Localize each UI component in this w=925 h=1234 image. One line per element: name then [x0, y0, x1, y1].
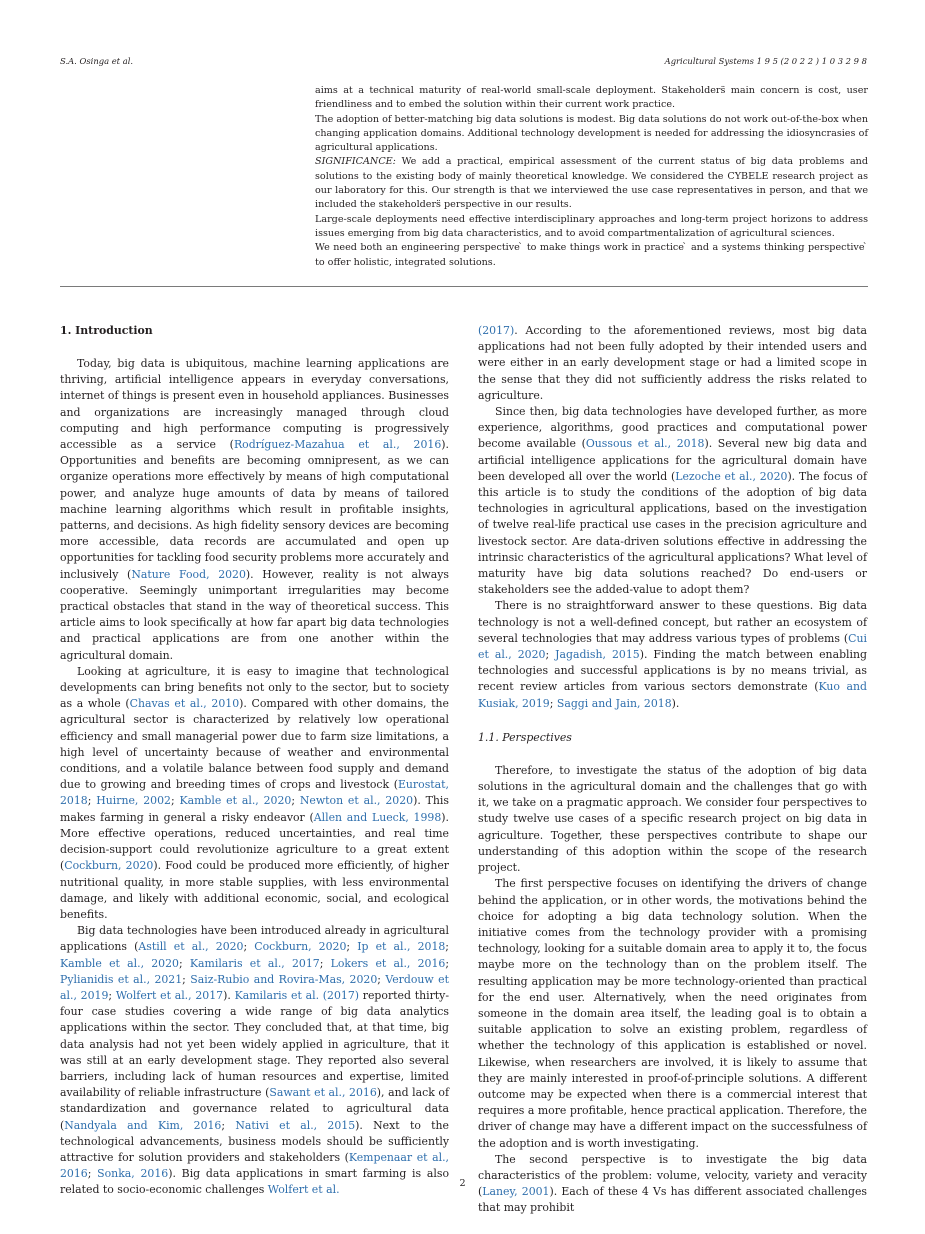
section-divider	[60, 286, 868, 287]
citation-link[interactable]: Cockburn, 2020	[254, 940, 347, 954]
citation-link[interactable]: Saggi and Jain, 2018	[556, 696, 672, 710]
citation-link[interactable]: Wolfert et al.	[267, 1183, 340, 1197]
citation-link[interactable]: Wolfert et al., 2017	[115, 988, 224, 1002]
citation-link[interactable]: Lezoche et al., 2020	[675, 469, 788, 483]
perspectives-paragraph-1: Therefore, to investigate the status of the adoption of big data solutions in the agricultural domain and the challenges that go with it, we take on a pragmatic approach. We consider four perspectives to study twelve use cases of a specific research project on big data in agriculture. Together, these perspectives contribute to shape our understanding of this adoption within the scope of the research project.	[478, 763, 867, 875]
citation-link[interactable]: Pylianidis et al., 2021	[60, 972, 183, 986]
intro-paragraph-2: Looking at agriculture, it is easy to imagine that technological developments can bring benefits not only to the sector, but to society as a whole (Chavas et al., 2010). Compared with other domains, the agricultural sector is characterized by relatively low operational efficiency and small managerial power due to farm size limitations, a high level of uncertainty because of weather and environmental conditions, and a volatile balance between food supply and demand due to growing and breeding times of crops and livestock (Eurostat, 2018; Huirne, 2002; Kamble et al., 2020; Newton et al., 2020). This makes farming in general a risky endeavor (Allen and Lueck, 1998). More effective operations, reduced uncertainties, and real time decision-support could revolutionize agriculture to a great extent (Cockburn, 2020). Food could be produced more efficiently, of higher nutritional quality, in more stable supplies, with less environmental damage, and likely with additional economic, social, and ecological benefits.	[60, 664, 450, 921]
citation-link[interactable]: Allen and Lueck, 1998	[313, 810, 442, 824]
citation-link[interactable]: Cui et al., 2020	[478, 631, 867, 662]
citation-link[interactable]: Nature Food, 2020	[131, 567, 246, 581]
citation-link[interactable]: Huirne, 2002	[96, 794, 171, 808]
citation-link[interactable]: Laney, 2001	[482, 1185, 550, 1199]
citation-link[interactable]: Kempenaar et al., 2016	[60, 1150, 449, 1181]
citation-link[interactable]: Sawant et al., 2016	[269, 1086, 377, 1100]
perspectives-paragraph-3: The second perspective is to investigate the big data characteristics of the problem: volume, velocity, variety and veracity (Laney, 2001). Each of these 4 Vs has different associated challenges that may prohibit	[478, 1152, 867, 1215]
intro-paragraph-4: Since then, big data technologies have developed further, as more experience, algorithms, good practices and computational power become available (Oussous et al., 2018). Several new big data and artificial intelligence applications for the agricultural domain have been developed all over the world (Lezoche et al., 2020). The focus of this article is to study the conditions of the adoption of big data technologies in agricultural applications, based on the investigation of twelve real-life practical use cases in the precision agriculture and livestock sector. Are data-driven solutions effective in addressing the intrinsic characteristics of the agricultural applications? What level of maturity have big data solutions reached? Do end-users or stakeholders see the added-value to adopt them?	[478, 405, 867, 597]
citation-link[interactable]: Newton et al., 2020	[299, 794, 414, 808]
running-header-journal: Agricultural Systems 1 9 5 (2 0 2 2 ) 1 0 3 2 9 8	[664, 56, 867, 66]
significance-label: SIGNIFICANCE:	[315, 156, 396, 168]
abstract-paragraph: Large-scale deployments need effective interdisciplinary approaches and long-term project horizons to address issues emerging from big data characteristics, and to avoid compartmentalization of agricultural sciences.	[315, 213, 868, 239]
abstract-paragraph: We need both an engineering perspective ̀ to make things work in practice ̀ and a systems thinking perspective ̀ to offer holistic, integrated solutions.	[315, 242, 868, 268]
citation-link[interactable]: Sonka, 2016	[97, 1167, 169, 1181]
citation-link[interactable]: Kamble et al., 2020	[60, 956, 179, 970]
citation-link[interactable]: Oussous et al., 2018	[585, 437, 705, 451]
intro-paragraph-5: There is no straightforward answer to these questions. Big data technology is not a well-defined concept, but rather an ecosystem of several technologies that may address various types of problems (Cui et al., 2020; Jagadish, 2015). Finding the match between enabling technologies and successful applications is by no means trivial, as recent review articles from various sectors demonstrate (Kuo and Kusiak, 2019; Saggi and Jain, 2018).	[478, 599, 867, 710]
citation-link[interactable]: Verdouw et al., 2019	[60, 972, 449, 1002]
subsection-heading-perspectives: 1.1. Perspectives	[478, 730, 572, 744]
citation-link[interactable]: Jagadish, 2015	[555, 648, 640, 662]
abstract-significance	[315, 155, 868, 212]
citation-link[interactable]: Cockburn, 2020	[64, 859, 154, 873]
citation-link[interactable]: Eurostat, 2018	[60, 778, 449, 808]
citation-link[interactable]: Saiz-Rubio and Rovira-Mas, 2020	[190, 972, 378, 986]
intro-paragraph-1: Today, big data is ubiquitous, machine learning applications are thriving, artificial intelligence appears in everyday conversations, internet of things is present even in household appliances. Businesses and organizations are increasingly managed through cloud computing and high performance computing is progressively accessible as a service (Rodríguez-Mazahua et al., 2016). Opportunities and benefits are becoming omnipresent, as we can organize operations more effectively by means of high computational power, and analyze huge amounts of data by means of tailored machine learning algorithms which result in profitable insights, patterns, and decisions. As high fidelity sensory devices are becoming more accessible, data records are accumulated and open up opportunities for tackling food security problems more accurately and inclusively (Nature Food, 2020). However, reality is not always cooperative. Seemingly unimportant irregularities may become practical obstacles that stand in the way of theoretical success. This article aims to look specifically at how far apart big data technologies and practical applications are from one another within the agricultural domain.	[60, 357, 449, 662]
right-column	[478, 323, 867, 1217]
citation-link[interactable]: Chavas et al., 2010	[129, 697, 240, 711]
citation-link[interactable]: Kamilaris et al., 2017	[189, 956, 320, 970]
citation-link[interactable]: Ip et al., 2018	[357, 940, 446, 954]
abstract-paragraph: The adoption of better-matching big data solutions is modest. Big data solutions do not work out-of-the-box when changing application domains. Additional technology development is needed for addressing the idiosyncrasies of agricultural applications.	[315, 113, 868, 154]
abstract-continuation	[315, 84, 868, 270]
running-header-authors: S.A. Osinga et al.	[60, 56, 134, 66]
citation-link[interactable]: (2017)	[478, 324, 515, 337]
citation-link[interactable]: Lokers et al., 2016	[330, 956, 446, 970]
citation-link[interactable]: Rodríguez-Mazahua et al., 2016	[233, 438, 442, 452]
citation-link[interactable]: Kamilaris et al. (2017)	[234, 988, 360, 1002]
perspectives-paragraph-2: The first perspective focuses on identifying the drivers of change behind the application, or in other words, the motivations behind the choice for adopting a big data technology solution. When the initiative comes from the technology provider with a promising technology, looking for a suitable domain area to apply it to, the focus maybe more on the technology than on the problem itself. The resulting application may be more technology-oriented than practical for the end user. Alternatively, when the need originates from someone in the domain area itself, the leading goal is to obtain a suitable application to solve an existing problem, regardless of whether the technology of this application is established or novel. Likewise, when researchers are involved, it is likely to assume that they are mainly interested in proof-of-principle solutions. A different outcome may be expected when there is a commercial interest that requires a more profitable, hence practical application. Therefore, the driver of change may have a different impact on the successfulness of the adoption and is worth investigating.	[478, 877, 867, 1150]
citation-link[interactable]: Kamble et al., 2020	[179, 794, 292, 808]
intro-paragraph-3: Big data technologies have been introduced already in agricultural applications (Astill et al., 2020; Cockburn, 2020; Ip et al., 2018; Kamble et al., 2020; Kamilaris et al., 2017; Lokers et al., 2016; Pylianidis et al., 2021; Saiz-Rubio and Rovira-Mas, 2020; Verdouw et al., 2019; Wolfert et al., 2017). Kamilaris et al. (2017) reported thirty-four case studies covering a wide range of big data analytics applications within the sector. They concluded that, at that time, big data analysis had not yet been widely applied in agriculture, that it was still at an early development stage. They reported also several barriers, including lack of human resources and expertise, limited availability of reliable infrastructure (Sawant et al., 2016), and lack of standardization and governance related to agricultural data (Nandyala and Kim, 2016; Nativi et al., 2015). Next to the technological advancements, business models should be sufficiently attractive for solution providers and stakeholders (Kempenaar et al., 2016; Sonka, 2016). Big data applications in smart farming is also related to socio-economic challenges Wolfert et al.	[60, 924, 450, 1197]
citation-link[interactable]: Nativi et al., 2015	[235, 1118, 356, 1132]
significance-text: We add a practical, empirical assessment of the current status of big data problems and solutions to the existing body of mainly theoretical knowledge. We considered the CYBELE research project as our laboratory for this. Our strength is that we interviewed the use case representatives in person, and that we included the stakeholders̈ perspective in our results.	[315, 156, 868, 211]
abstract-paragraph: aims at a technical maturity of real-world small-scale deployment. Stakeholders̈ main concern is cost, user friendliness and to embed the solution within their current work practice.	[315, 85, 868, 111]
intro-paragraph-3-continued: (2017). According to the aforementioned reviews, most big data applications had not been fully adopted by their intended users and were either in an early development stage or had a limited scope in the sense that they did not sufficiently address the risks related to agriculture.	[478, 324, 867, 402]
citation-link[interactable]: Nandyala and Kim, 2016	[64, 1118, 222, 1132]
citation-link[interactable]: Astill et al., 2020	[138, 940, 244, 954]
section-heading-introduction: 1. Introduction	[60, 324, 153, 337]
citation-link[interactable]: Kuo and Kusiak, 2019	[478, 680, 867, 710]
page-number: 2	[459, 1178, 466, 1189]
left-column	[60, 323, 449, 1199]
